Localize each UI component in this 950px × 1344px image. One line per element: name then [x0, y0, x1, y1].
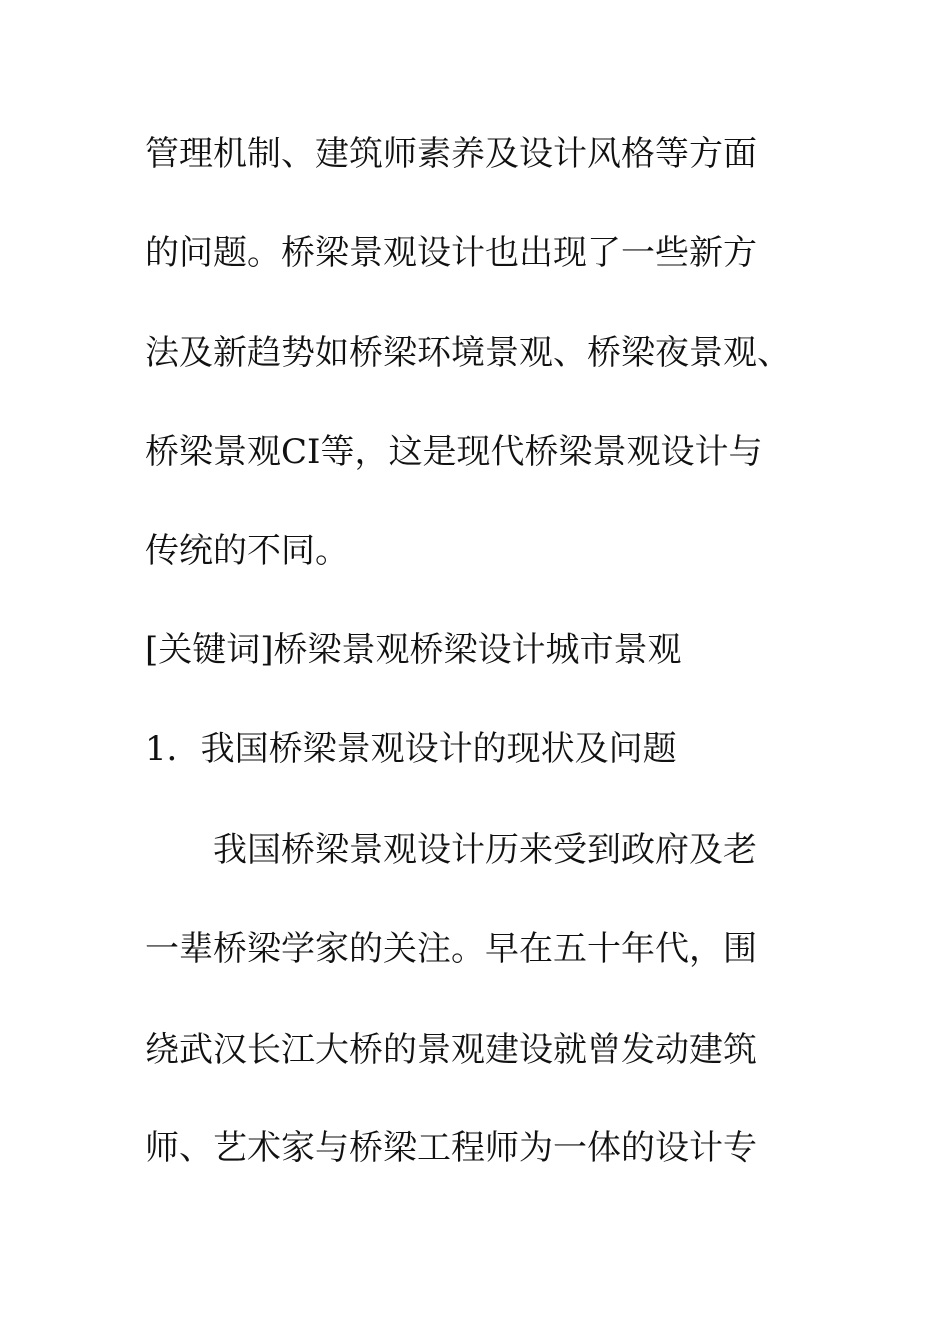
- paragraph-line: 桥梁景观CI等，这是现代桥梁景观设计与: [145, 432, 763, 472]
- paragraph-line: 师、艺术家与桥梁工程师为一体的设计专: [145, 1128, 757, 1168]
- keywords-line: [关键词]桥梁景观桥梁设计城市景观: [145, 630, 682, 670]
- paragraph-line: 我国桥梁景观设计历来受到政府及老: [213, 830, 757, 870]
- paragraph-line: 法及新趋势如桥梁环境景观、桥梁夜景观、: [145, 333, 791, 373]
- paragraph-line: 传统的不同。: [145, 531, 349, 571]
- section-heading: 1．我国桥梁景观设计的现状及问题: [145, 729, 677, 769]
- paragraph-line: 管理机制、建筑师素养及设计风格等方面: [145, 134, 757, 174]
- paragraph-line: 一辈桥梁学家的关注。早在五十年代，围: [145, 929, 757, 969]
- paragraph-line: 的问题。桥梁景观设计也出现了一些新方: [145, 233, 757, 273]
- paragraph-line: 绕武汉长江大桥的景观建设就曾发动建筑: [145, 1030, 757, 1070]
